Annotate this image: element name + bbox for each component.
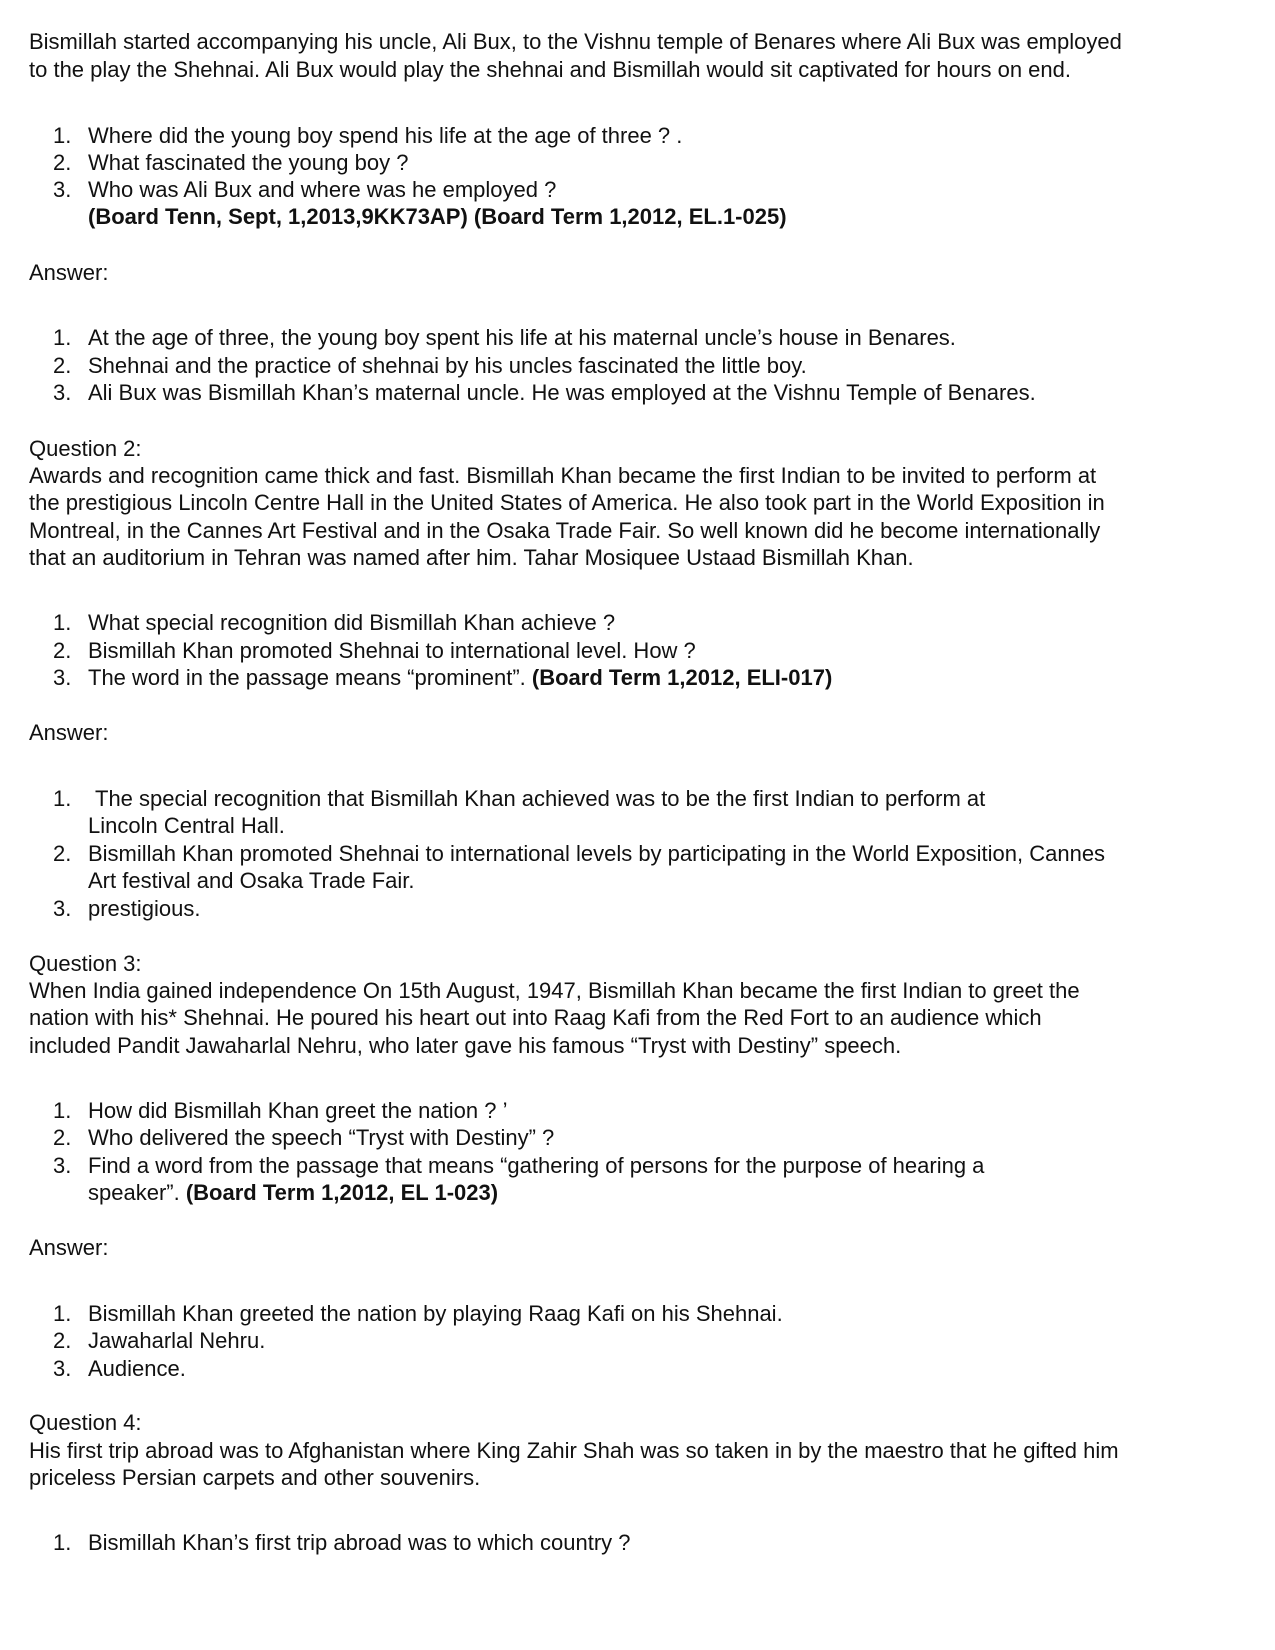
text-line: Bismillah started accompanying his uncle, Ali Bux, to the Vishnu temple of Benares where Ali Bux was employed (29, 29, 1122, 54)
list-number: 1. (53, 610, 72, 635)
list-item: Who delivered the speech “Tryst with Destiny” ? (88, 1125, 555, 1150)
list-number: 1. (53, 325, 72, 350)
text-line: the prestigious Lincoln Centre Hall in the United States of America. He also took part in the World Exposition in (29, 490, 1105, 515)
list-number: 1. (53, 1530, 72, 1555)
list-item: At the age of three, the young boy spent his life at his maternal uncle’s house in Benares. (88, 325, 956, 350)
text-line: Awards and recognition came thick and fast. Bismillah Khan became the first Indian to be invited to perform at (29, 463, 1097, 488)
text-line: priceless Persian carpets and other souvenirs. (29, 1465, 481, 1490)
answer-label: Answer: (29, 260, 109, 285)
list-item: Ali Bux was Bismillah Khan’s maternal uncle. He was employed at the Vishnu Temple of Benares. (88, 380, 1036, 405)
list-item: Where did the young boy spend his life at the age of three ? . (88, 123, 683, 148)
list-number: 3. (53, 1356, 72, 1381)
source-citation: (Board Term 1,2012, ELI-017) (531, 665, 833, 690)
list-item: Find a word from the passage that means “gathering of persons for the purpose of hearing a (88, 1153, 985, 1178)
list-number: 2. (53, 638, 72, 663)
list-number: 2. (53, 1125, 72, 1150)
text-line: nation with his* Shehnai. He poured his heart out into Raag Kafi from the Red Fort to an audience which (29, 1005, 1042, 1030)
source-citation: (Board Tenn, Sept, 1,2013,9KK73AP) (Board Term 1,2012, EL.1-025) (88, 204, 787, 229)
list-number: 3. (53, 665, 72, 690)
list-number: 2. (53, 841, 72, 866)
list-item: Shehnai and the practice of shehnai by his uncles fascinated the little boy. (88, 353, 807, 378)
list-number: 2. (53, 353, 72, 378)
text-line: When India gained independence On 15th August, 1947, Bismillah Khan became the first Indian to greet the (29, 978, 1080, 1003)
text-line: to the play the Shehnai. Ali Bux would play the shehnai and Bismillah would sit captivated for hours on end. (29, 57, 1071, 82)
list-item: The word in the passage means “prominent”. (88, 665, 526, 690)
text-line: Montreal, in the Cannes Art Festival and in the Osaka Trade Fair. So well known did he become internationally (29, 518, 1101, 543)
answer-label: Answer: (29, 1235, 109, 1260)
list-number: 1. (53, 786, 72, 811)
list-item: How did Bismillah Khan greet the nation ? ’ (88, 1098, 508, 1123)
list-item-continued: Lincoln Central Hall. (88, 813, 285, 838)
list-item: Audience. (88, 1356, 186, 1381)
question-heading: Question 4: (29, 1410, 142, 1435)
list-number: 1. (53, 1098, 72, 1123)
list-item-continued: speaker”. (88, 1180, 180, 1205)
list-item: Bismillah Khan promoted Shehnai to international levels by participating in the World Exposition, Cannes (88, 841, 1106, 866)
list-item: What fascinated the young boy ? (88, 150, 409, 175)
list-item: Bismillah Khan’s first trip abroad was to which country ? (88, 1530, 631, 1555)
question-heading: Question 2: (29, 436, 142, 461)
list-item: Who was Ali Bux and where was he employed ? (88, 177, 557, 202)
list-number: 2. (53, 150, 72, 175)
list-number: 3. (53, 896, 72, 921)
list-number: 1. (53, 123, 72, 148)
list-item: The special recognition that Bismillah Khan achieved was to be the first Indian to perform at (95, 786, 986, 811)
list-number: 3. (53, 1153, 72, 1178)
list-item: prestigious. (88, 896, 201, 921)
answer-label: Answer: (29, 720, 109, 745)
list-number: 1. (53, 1301, 72, 1326)
list-item: Bismillah Khan greeted the nation by playing Raag Kafi on his Shehnai. (88, 1301, 783, 1326)
list-item: Bismillah Khan promoted Shehnai to international level. How ? (88, 638, 696, 663)
text-line: His first trip abroad was to Afghanistan where King Zahir Shah was so taken in by the maestro that he gifted him (29, 1438, 1119, 1463)
question-heading: Question 3: (29, 951, 142, 976)
list-number: 3. (53, 380, 72, 405)
list-item: Jawaharlal Nehru. (88, 1328, 266, 1353)
source-citation: (Board Term 1,2012, EL 1-023) (185, 1180, 499, 1205)
list-number: 2. (53, 1328, 72, 1353)
list-item: What special recognition did Bismillah Khan achieve ? (88, 610, 616, 635)
list-number: 3. (53, 177, 72, 202)
list-item-continued: Art festival and Osaka Trade Fair. (88, 868, 415, 893)
text-line: included Pandit Jawaharlal Nehru, who later gave his famous “Tryst with Destiny” speech. (29, 1033, 902, 1058)
text-line: that an auditorium in Tehran was named after him. Tahar Mosiquee Ustaad Bismillah Khan. (29, 545, 914, 570)
